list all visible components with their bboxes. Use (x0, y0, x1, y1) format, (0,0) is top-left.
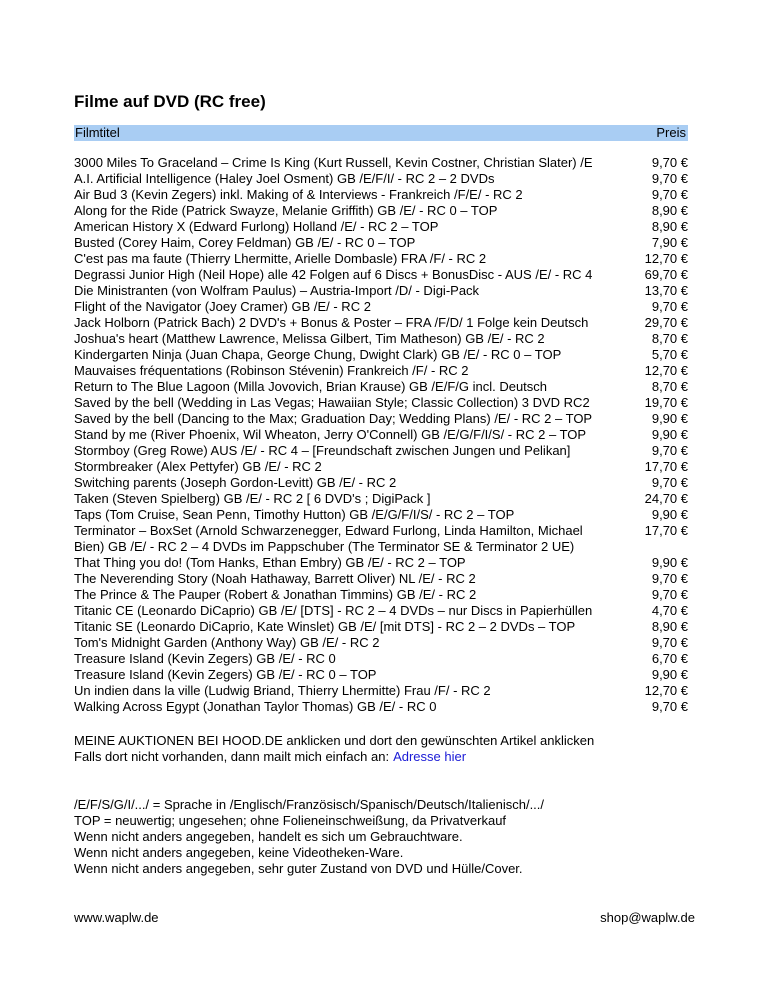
list-item (74, 619, 688, 635)
dvd-title: Treasure Island (Kevin Zegers) GB /E/ - RC 0 (74, 651, 336, 666)
legend-line: Wenn nicht anders angegeben, keine Videotheken-Ware. (74, 845, 404, 860)
list-item (74, 491, 688, 507)
dvd-price: 9,70 € (651, 187, 688, 202)
legend-line: /E/F/S/G/I/.../ = Sprache in /Englisch/Französisch/Spanisch/Deutsch/Italienisch/.../ (74, 797, 545, 812)
list-item (74, 699, 688, 715)
dvd-title: That Thing you do! (Tom Hanks, Ethan Embry) GB /E/ - RC 2 – TOP (74, 555, 466, 570)
dvd-price: 17,70 € (644, 459, 688, 474)
page-title: Filme auf DVD (RC free) (74, 92, 266, 111)
list-item (74, 251, 688, 267)
auction-notes (74, 733, 714, 765)
list-item (74, 299, 688, 315)
dvd-price: 29,70 € (644, 315, 688, 330)
dvd-title: Treasure Island (Kevin Zegers) GB /E/ - RC 0 – TOP (74, 667, 377, 682)
dvd-title: Taps (Tom Cruise, Sean Penn, Timothy Hutton) GB /E/G/F/I/S/ - RC 2 – TOP (74, 507, 515, 522)
legend-notes (74, 797, 714, 877)
dvd-price: 9,90 € (651, 411, 688, 426)
dvd-price: 9,70 € (651, 155, 688, 170)
dvd-title: Stormbreaker (Alex Pettyfer) GB /E/ - RC 2 (74, 459, 322, 474)
legend-line: TOP = neuwertig; ungesehen; ohne Folieneinschweißung, da Privatverkauf (74, 813, 507, 828)
dvd-title: A.I. Artificial Intelligence (Haley Joel Osment) GB /E/F/I/ - RC 2 – 2 DVDs (74, 171, 495, 186)
list-item (74, 427, 688, 443)
list-item (74, 411, 688, 427)
list-item (74, 363, 688, 379)
dvd-price: 12,70 € (644, 363, 688, 378)
dvd-title: 3000 Miles To Graceland – Crime Is King (Kurt Russell, Kevin Costner, Christian Slater) /E (74, 155, 593, 170)
dvd-price: 9,70 € (651, 635, 688, 650)
dvd-price: 12,70 € (644, 683, 688, 698)
list-item (74, 651, 688, 667)
dvd-title: Stand by me (River Phoenix, Wil Wheaton, Jerry O'Connell) GB /E/G/F/I/S/ - RC 2 – TOP (74, 427, 587, 442)
dvd-title: Taken (Steven Spielberg) GB /E/ - RC 2 [ 6 DVD's ; DigiPack ] (74, 491, 431, 506)
footer-website: www.waplw.de (74, 910, 159, 925)
dvd-title: Jack Holborn (Patrick Bach) 2 DVD's + Bonus & Poster – FRA /F/D/ 1 Folge kein Deutsch (74, 315, 589, 330)
list-item (74, 523, 688, 555)
list-item (74, 571, 688, 587)
dvd-title: Return to The Blue Lagoon (Milla Jovovich, Brian Krause) GB /E/F/G incl. Deutsch (74, 379, 548, 394)
list-item (74, 219, 688, 235)
dvd-price: 9,70 € (651, 699, 688, 714)
dvd-price: 9,90 € (651, 427, 688, 442)
list-item (74, 475, 688, 491)
dvd-price: 69,70 € (644, 267, 688, 282)
list-item (74, 203, 688, 219)
dvd-price: 8,70 € (651, 379, 688, 394)
dvd-title: The Prince & The Pauper (Robert & Jonathan Timmins) GB /E/ - RC 2 (74, 587, 477, 602)
dvd-title: Tom's Midnight Garden (Anthony Way) GB /E/ - RC 2 (74, 635, 380, 650)
dvd-title: Saved by the bell (Wedding in Las Vegas; Hawaiian Style; Classic Collection) 3 DVD RC2 (74, 395, 590, 410)
dvd-price: 4,70 € (651, 603, 688, 618)
legend-line: Wenn nicht anders angegeben, sehr guter Zustand von DVD und Hülle/Cover. (74, 861, 523, 876)
dvd-title: Joshua's heart (Matthew Lawrence, Melissa Gilbert, Tim Matheson) GB /E/ - RC 2 (74, 331, 545, 346)
contact-note-line (74, 749, 714, 765)
list-item (74, 171, 688, 187)
dvd-title: Degrassi Junior High (Neil Hope) alle 42 Folgen auf 6 Discs + BonusDisc - AUS /E/ - RC 4 (74, 267, 593, 282)
auction-note-line: MEINE AUKTIONEN BEI HOOD.DE anklicken und dort den gewünschten Artikel anklicken (74, 733, 595, 748)
dvd-list (74, 155, 688, 715)
list-item (74, 331, 688, 347)
dvd-title: The Neverending Story (Noah Hathaway, Barrett Oliver) NL /E/ - RC 2 (74, 571, 476, 586)
dvd-title: Kindergarten Ninja (Juan Chapa, George Chung, Dwight Clark) GB /E/ - RC 0 – TOP (74, 347, 562, 362)
list-item (74, 347, 688, 363)
dvd-price: 17,70 € (644, 523, 688, 538)
dvd-price: 8,90 € (651, 219, 688, 234)
dvd-title: Titanic SE (Leonardo DiCaprio, Kate Winslet) GB /E/ [mit DTS] - RC 2 – 2 DVDs – TOP (74, 619, 576, 634)
dvd-title: Die Ministranten (von Wolfram Paulus) – Austria-Import /D/ - Digi-Pack (74, 283, 480, 298)
dvd-title: Terminator – BoxSet (Arnold Schwarzenegger, Edward Furlong, Linda Hamilton, Michael Bien) GB /E/ - RC 2 – 4 DVDs im Pappschuber (The Terminator SE & Terminator 2 UE) (74, 523, 583, 554)
dvd-price: 9,90 € (651, 507, 688, 522)
dvd-price: 9,90 € (651, 667, 688, 682)
list-item (74, 683, 688, 699)
list-item (74, 267, 688, 283)
dvd-price: 5,70 € (651, 347, 688, 362)
list-item (74, 315, 688, 331)
dvd-title: Titanic CE (Leonardo DiCaprio) GB /E/ [DTS] - RC 2 – 4 DVDs – nur Discs in Papierhüllen (74, 603, 593, 618)
dvd-price: 12,70 € (644, 251, 688, 266)
dvd-price: 9,90 € (651, 555, 688, 570)
legend-line: Wenn nicht anders angegeben, handelt es sich um Gebrauchtware. (74, 829, 463, 844)
dvd-title: Busted (Corey Haim, Corey Feldman) GB /E/ - RC 0 – TOP (74, 235, 416, 250)
list-item (74, 507, 688, 523)
column-header-title: Filmtitel (75, 125, 120, 140)
dvd-price: 8,70 € (651, 331, 688, 346)
dvd-title: Flight of the Navigator (Joey Cramer) GB /E/ - RC 2 (74, 299, 371, 314)
column-header-price: Preis (656, 125, 686, 140)
dvd-price: 8,90 € (651, 203, 688, 218)
dvd-title: Along for the Ride (Patrick Swayze, Melanie Griffith) GB /E/ - RC 0 – TOP (74, 203, 498, 218)
dvd-price: 6,70 € (651, 651, 688, 666)
dvd-price: 9,70 € (651, 299, 688, 314)
list-item (74, 587, 688, 603)
dvd-price: 9,70 € (651, 171, 688, 186)
list-item (74, 635, 688, 651)
list-item (74, 443, 688, 459)
dvd-title: Walking Across Egypt (Jonathan Taylor Thomas) GB /E/ - RC 0 (74, 699, 437, 714)
address-link[interactable]: Adresse hier (393, 749, 467, 764)
dvd-price: 8,90 € (651, 619, 688, 634)
dvd-title: Air Bud 3 (Kevin Zegers) inkl. Making of & Interviews - Frankreich /F/E/ - RC 2 (74, 187, 523, 202)
dvd-price: 13,70 € (644, 283, 688, 298)
list-item (74, 555, 688, 571)
dvd-price: 9,70 € (651, 475, 688, 490)
list-item (74, 283, 688, 299)
list-item (74, 187, 688, 203)
dvd-price: 19,70 € (644, 395, 688, 410)
list-item (74, 155, 688, 171)
list-item (74, 395, 688, 411)
dvd-title: American History X (Edward Furlong) Holland /E/ - RC 2 – TOP (74, 219, 439, 234)
dvd-price: 7,90 € (651, 235, 688, 250)
dvd-title: C'est pas ma faute (Thierry Lhermitte, Arielle Dombasle) FRA /F/ - RC 2 (74, 251, 487, 266)
dvd-title: Saved by the bell (Dancing to the Max; Graduation Day; Wedding Plans) /E/ - RC 2 – TOP (74, 411, 593, 426)
list-item (74, 603, 688, 619)
table-header (74, 125, 688, 141)
list-item (74, 459, 688, 475)
dvd-title: Switching parents (Joseph Gordon-Levitt) GB /E/ - RC 2 (74, 475, 397, 490)
footer-email: shop@waplw.de (600, 910, 695, 925)
dvd-title: Stormboy (Greg Rowe) AUS /E/ - RC 4 – [Freundschaft zwischen Jungen und Pelikan] (74, 443, 571, 458)
contact-note-text: Falls dort nicht vorhanden, dann mailt mich einfach an: (74, 749, 390, 764)
list-item (74, 667, 688, 683)
dvd-price: 9,70 € (651, 571, 688, 586)
dvd-title: Un indien dans la ville (Ludwig Briand, Thierry Lhermitte) Frau /F/ - RC 2 (74, 683, 491, 698)
dvd-title: Mauvaises fréquentations (Robinson Stévenin) Frankreich /F/ - RC 2 (74, 363, 469, 378)
dvd-price: 24,70 € (644, 491, 688, 506)
dvd-price: 9,70 € (651, 443, 688, 458)
list-item (74, 379, 688, 395)
dvd-price: 9,70 € (651, 587, 688, 602)
list-item (74, 235, 688, 251)
